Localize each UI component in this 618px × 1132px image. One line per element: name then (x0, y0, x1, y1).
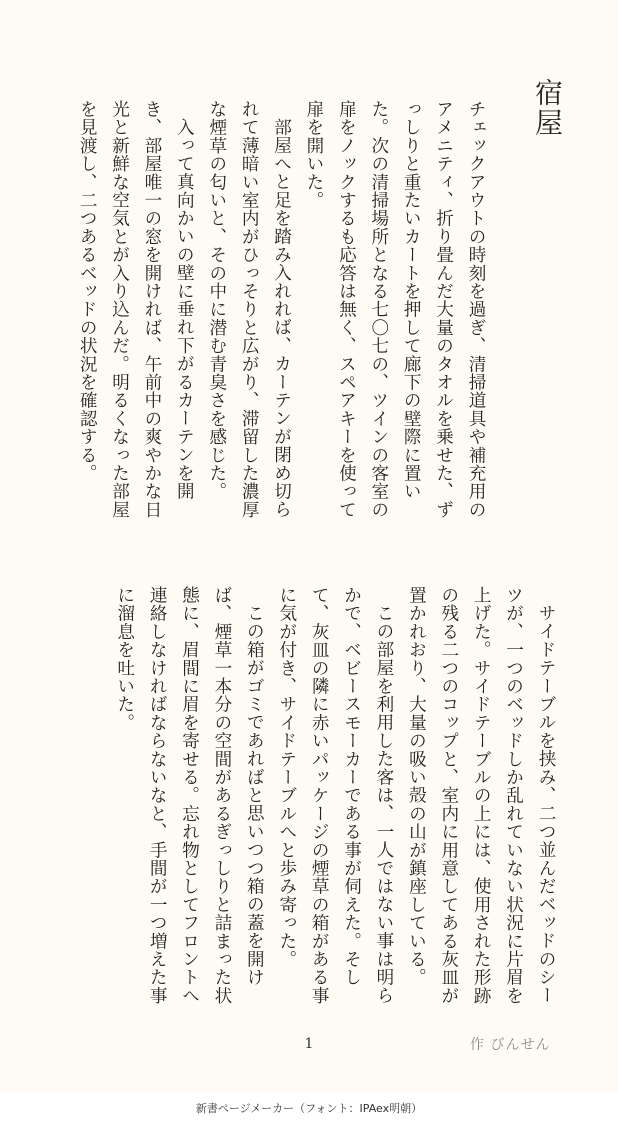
author-credit: 作 びんせん (470, 1037, 551, 1053)
footer-caption: 新書ページメーカー（フォント：IPAex明朝） (195, 1102, 423, 1115)
paragraph: 部屋へと足を踏み入れれば、カーテンが閉め切られて薄暗い室内がひっそりと広がり、滞留した濃厚な煙草の匂いと、その中に潜む青臭さを感じた。 (206, 100, 292, 519)
paragraph: この箱がゴミであればと思いつつ箱の蓋を開けば、煙草一本分の空間があるぎっしりと詰まった状態に、眉間に眉を寄せる。忘れ物としてフロントへ連絡しなければならないなと、手間が一つ増えた事に溜息を吐いた。 (114, 586, 265, 1005)
text-block-top (52, 100, 492, 530)
page-number: 1 (304, 1036, 314, 1052)
page-title: 宿屋 (531, 78, 564, 138)
text-block-bottom (86, 586, 562, 1016)
paragraph: 入って真向かいの壁に垂れ下がるカーテンを開き、部屋唯一の窓を開ければ、午前中の爽やかな日光と新鮮な空気とが入り込んだ。明るくなった部屋を見渡し、二つあるベッドの状況を確認する。 (77, 100, 195, 519)
paragraph: この部屋を利用した客は、一人ではない事は明らかで、ベビースモーカーである事が伺えた。そして、灰皿の隣に赤いパッケージの煙草の箱がある事に気が付き、サイドテーブルへと歩み寄った。 (276, 586, 394, 1005)
paragraph: サイドテーブルを挟み、二つ並んだベッドのシーツが、一つのベッドしか乱れていない状況に片眉を上げた。サイドテーブルの上には、使用された形跡の残る二つのコップと、室内に用意してある灰皿が置かれおり、大量の吸い殻の山が鎮座している。 (406, 586, 556, 1005)
paragraph: チェックアウトの時刻を過ぎ、清掃道具や補充用のアメニティ、折り畳んだ大量のタオルを乗せた、ずっしりと重たいカートを押して廊下の壁際に置いた。次の清掃場所となる七〇七の、ツインの客室の扉をノックするも応答は無く、スペアキーを使って扉を開いた。 (303, 100, 486, 519)
